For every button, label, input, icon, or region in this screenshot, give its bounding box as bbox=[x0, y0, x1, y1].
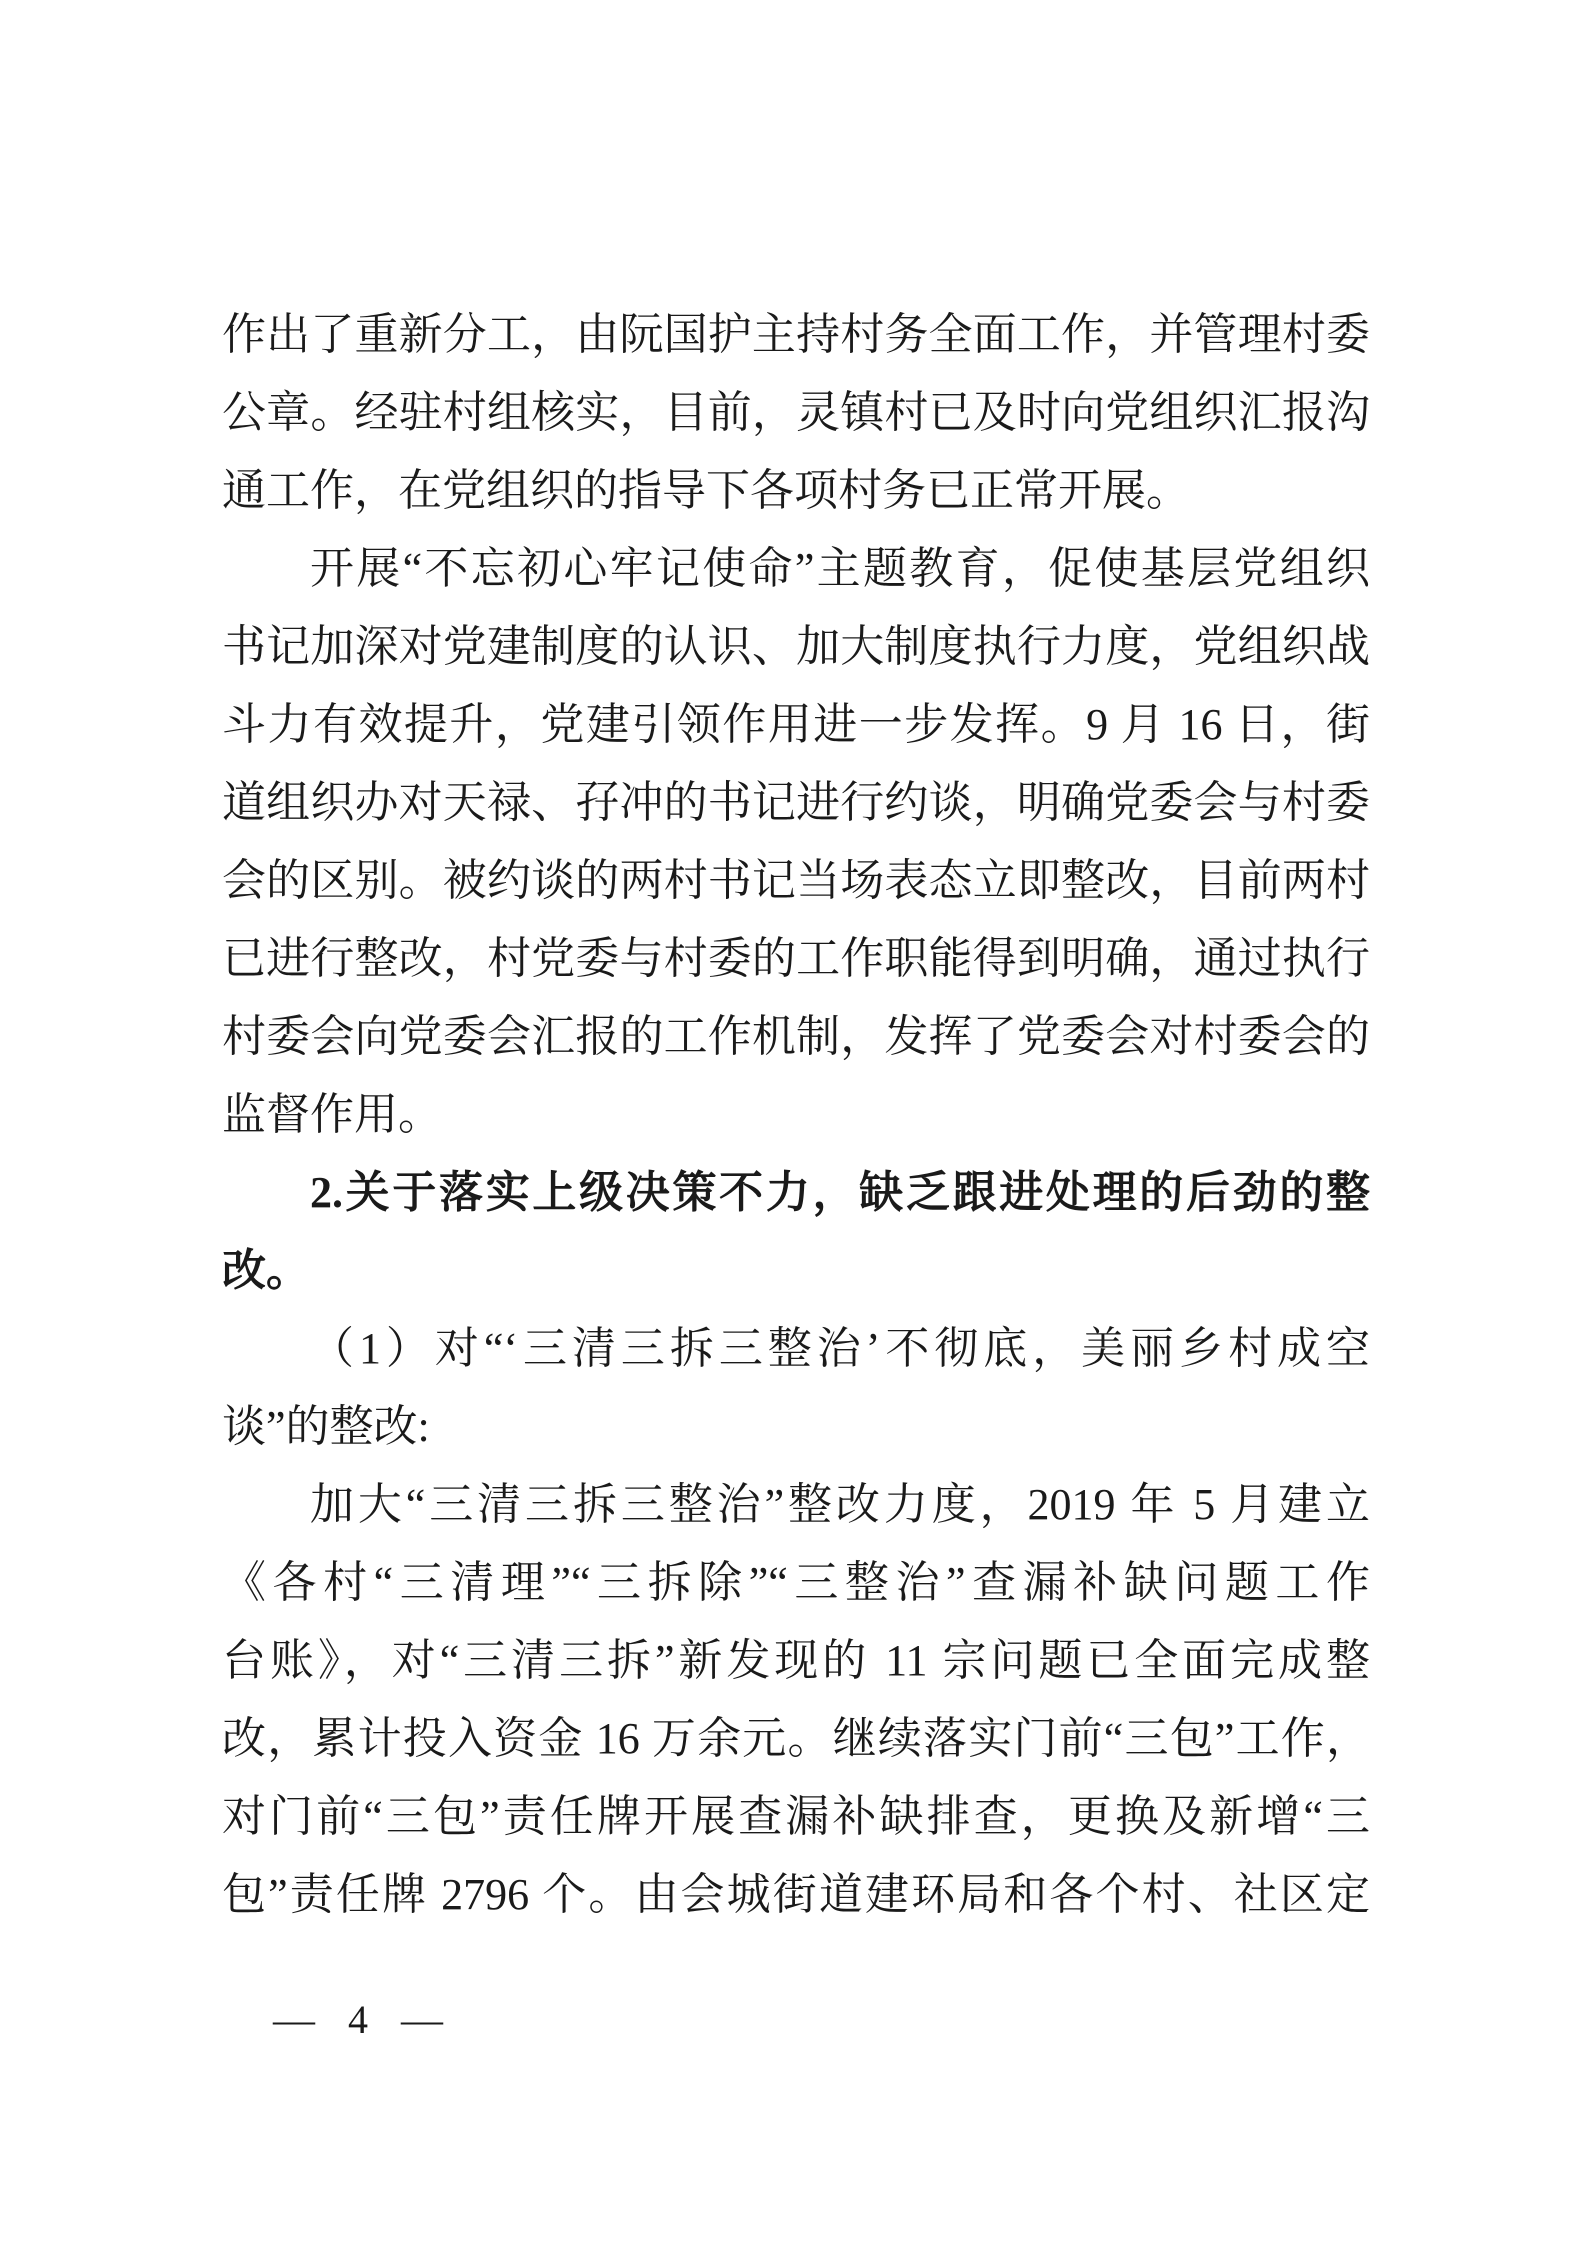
text-line: 会的区别。被约谈的两村书记当场表态立即整改，目前两村 bbox=[222, 856, 1370, 905]
text-line: 作出了重新分工，由阮国护主持村务全面工作，并管理村委 bbox=[222, 310, 1370, 359]
text-line: 监督作用。 bbox=[222, 1090, 442, 1139]
text-line: 已进行整改，村党委与村委的工作职能得到明确，通过执行 bbox=[222, 934, 1370, 983]
heading-line: 改。 bbox=[222, 1246, 310, 1295]
text-line: 通工作，在党组织的指导下各项村务已正常开展。 bbox=[222, 466, 1190, 515]
text-line: 斗力有效提升，党建引领作用进一步发挥。9 月 16 日，街 bbox=[222, 700, 1370, 749]
footer-dash-right: — bbox=[401, 1997, 443, 2042]
text-line: 村委会向党委会汇报的工作机制，发挥了党委会对村委会的 bbox=[222, 1012, 1370, 1061]
page-number: 4 bbox=[348, 1997, 368, 2042]
footer-dash-left: — bbox=[273, 1997, 315, 2042]
document-body bbox=[222, 296, 1370, 1934]
text-line: 改，累计投入资金 16 万余元。继续落实门前“三包”工作， bbox=[222, 1714, 1370, 1763]
text-line: 加大“三清三拆三整治”整改力度，2019 年 5 月建立 bbox=[310, 1480, 1370, 1529]
text-line: 谈”的整改: bbox=[222, 1402, 430, 1451]
heading-line: 2.关于落实上级决策不力，缺乏跟进处理的后劲的整 bbox=[310, 1168, 1370, 1217]
page-footer bbox=[274, 1996, 442, 2043]
text-line: 书记加深对党建制度的认识、加大制度执行力度，党组织战 bbox=[222, 622, 1370, 671]
text-line: 台账》，对“三清三拆”新发现的 11 宗问题已全面完成整 bbox=[222, 1636, 1370, 1685]
text-line: 《各村“三清理”“三拆除”“三整治”查漏补缺问题工作 bbox=[222, 1558, 1370, 1607]
text-line: 公章。经驻村组核实，目前，灵镇村已及时向党组织汇报沟 bbox=[222, 388, 1370, 437]
text-line: 包”责任牌 2796 个。由会城街道建环局和各个村、社区定 bbox=[222, 1870, 1370, 1919]
text-line: 开展“不忘初心牢记使命”主题教育，促使基层党组织 bbox=[310, 544, 1370, 593]
text-line: 道组织办对天禄、孖冲的书记进行约谈，明确党委会与村委 bbox=[222, 778, 1370, 827]
text-line: 对门前“三包”责任牌开展查漏补缺排查，更换及新增“三 bbox=[222, 1792, 1370, 1841]
text-line: （1）对“‘三清三拆三整治’不彻底，美丽乡村成空 bbox=[310, 1324, 1370, 1373]
